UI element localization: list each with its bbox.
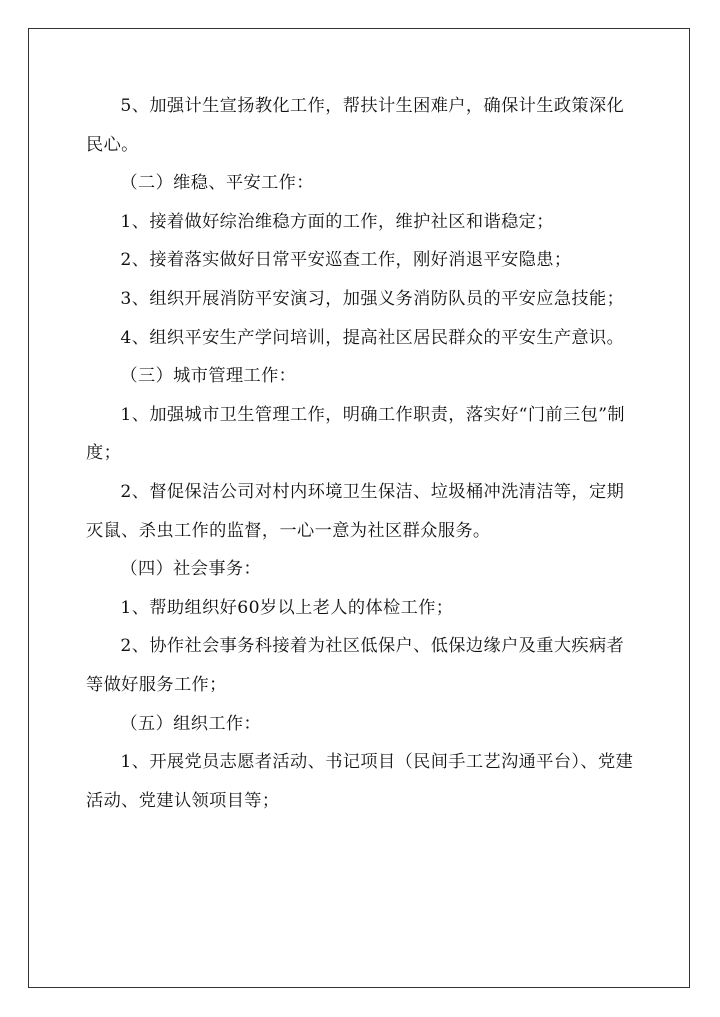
paragraph-item: 1、开展党员志愿者活动、书记项目（民间手工艺沟通平台）、党建活动、党建认领项目等； bbox=[86, 752, 634, 811]
section-heading: （五）组织工作： bbox=[120, 713, 262, 734]
paragraph-item: 1、接着做好综治维稳方面的工作，维护社区和谐稳定； bbox=[120, 211, 554, 232]
section-heading: （二）维稳、平安工作： bbox=[120, 173, 314, 194]
section-heading: （四）社会事务： bbox=[120, 559, 262, 580]
paragraph-item: 3、组织开展消防平安演习，加强义务消防队员的平安应急技能； bbox=[120, 288, 625, 309]
paragraph-item: 1、帮助组织好60岁以上老人的体检工作； bbox=[120, 597, 454, 618]
paragraph-item: 1、加强城市卫生管理工作，明确工作职责，落实好“门前三包”制度； bbox=[86, 404, 625, 464]
document-body bbox=[86, 87, 634, 820]
paragraph-item: 4、组织平安生产学问培训，提高社区居民群众的平安生产意识。 bbox=[120, 327, 625, 348]
paragraph-item: 2、协作社会事务科接着为社区低保户、低保边缘户及重大疾病者等做好服务工作； bbox=[86, 636, 625, 695]
section-heading: （三）城市管理工作： bbox=[120, 366, 297, 387]
paragraph-item: 5、加强计生宣扬教化工作，帮扶计生困难户，确保计生政策深化民心。 bbox=[86, 96, 625, 155]
paragraph-item: 2、督促保洁公司对村内环境卫生保洁、垃圾桶冲洗清洁等，定期灭鼠、杀虫工作的监督，一心一意为社区群众服务。 bbox=[86, 481, 625, 541]
paragraph-item: 2、接着落实做好日常平安巡查工作，刚好消退平安隐患； bbox=[120, 250, 572, 271]
